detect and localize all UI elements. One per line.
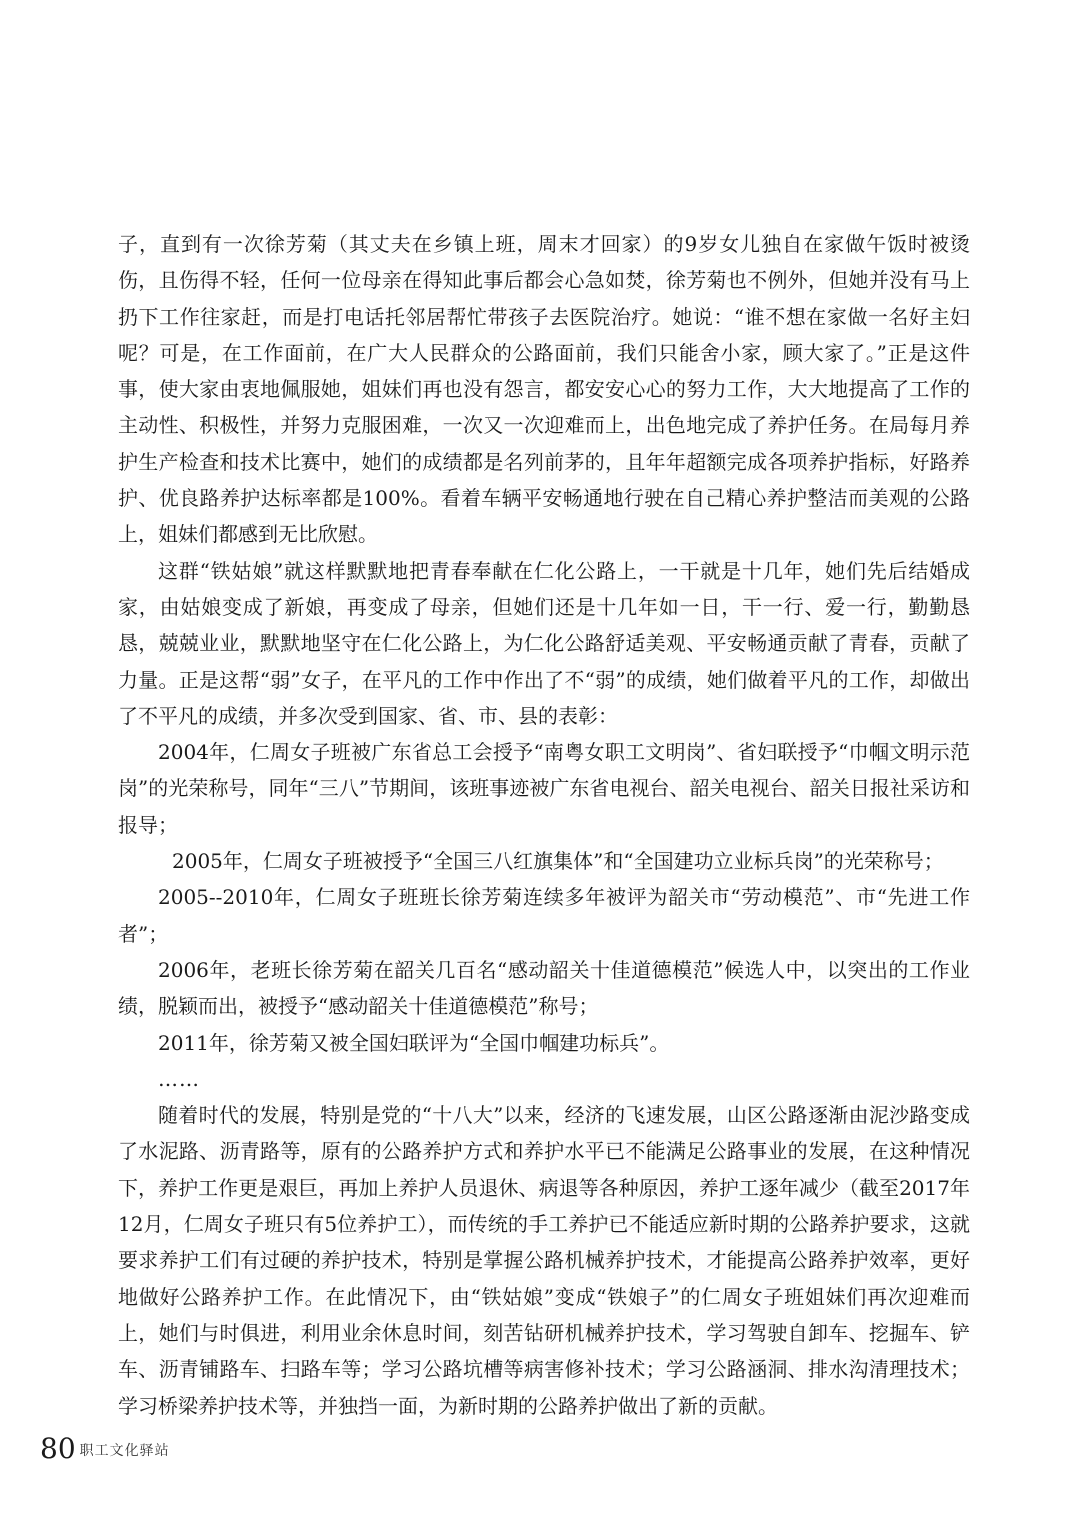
paragraph-new-era: 随着时代的发展，特别是党的“十八大”以来，经济的飞速发展，山区公路逐渐由泥沙路变成了水泥路、沥青路等，原有的公路养护方式和养护水平已不能满足公路事业的发展，在这种情况下，养护工作更是艰巨，再加上养护人员退休、病退等各种原因，养护工逐年减少（截至2017年12月，仁周女子班只有5位养护工），而传统的手工养护已不能适应新时期的公路养护要求，这就要求养护工们有过硬的养护技术，特别是掌握公路机械养护技术，才能提高公路养护效率，更好地做好公路养护工作。在此情况下，由“铁姑娘”变成“铁娘子”的仁周女子班姐妹们再次迎难而上，她们与时俱进，利用业余休息时间，刻苦钻研机械养护技术，学习驾驶自卸车、挖掘车、铲车、沥青铺路车、扫路车等；学习公路坑槽等病害修补技术；学习公路涵洞、排水沟清理技术；学习桥梁养护技术等，并独挡一面，为新时期的公路养护做出了新的贡献。 — [118, 1103, 970, 1418]
journal-name: 职工文化驿站 — [79, 1443, 170, 1459]
paragraph-award-2011: 2011年，徐芳菊又被全国妇联评为“全国巾帼建功标兵”。 — [158, 1030, 670, 1055]
ellipsis-line: …… — [158, 1066, 200, 1091]
paragraph-iron-girls: 这群“铁姑娘”就这样默默地把青春奉献在仁化公路上，一干就是十几年，她们先后结婚成家，由姑娘变成了新娘，再变成了母亲，但她们还是十几年如一日，干一行、爱一行，勤勤恳恳，兢兢业业，默默地坚守在仁化公路上，为仁化公路舒适美观、平安畅通贡献了青春，贡献了力量。正是这帮“弱”女子，在平凡的工作中作出了不“弱”的成绩，她们做着平凡的工作，却做出了不平凡的成绩，并多次受到国家、省、市、县的表彰： — [118, 558, 970, 728]
page-footer — [40, 1430, 170, 1464]
page-number: 80 — [40, 1432, 76, 1465]
paragraph-continuation: 子，直到有一次徐芳菊（其丈夫在乡镇上班，周末才回家）的9岁女儿独自在家做午饭时被烫伤，且伤得不轻，任何一位母亲在得知此事后都会心急如焚，徐芳菊也不例外，但她并没有马上扔下工作往家赶，而是打电话托邻居帮忙带孩子去医院治疗。她说：“谁不想在家做一名好主妇呢？可是，在工作面前，在广大人民群众的公路面前，我们只能舍小家，顾大家了。”正是这件事，使大家由衷地佩服她，姐妹们再也没有怨言，都安安心心的努力工作，大大地提高了工作的主动性、积极性，并努力克服困难，一次又一次迎难而上，出色地完成了养护任务。在局每月养护生产检查和技术比赛中，她们的成绩都是名列前茅的，且年年超额完成各项养护指标，好路养护、优良路养护达标率都是100%。看着车辆平安畅通地行驶在自己精心养护整洁而美观的公路上，姐妹们都感到无比欣慰。 — [118, 232, 970, 547]
paragraph-award-2004: 2004年，仁周女子班被广东省总工会授予“南粤女职工文明岗”、省妇联授予“巾帼文明示范岗”的光荣称号，同年“三八”节期间，该班事迹被广东省电视台、韶关电视台、韶关日报社采访和报导； — [118, 740, 970, 837]
article-body — [118, 226, 970, 1424]
paragraph-award-2005: 2005年，仁周女子班被授予“全国三八红旗集体”和“全国建功立业标兵岗”的光荣称号； — [172, 849, 944, 874]
paragraph-award-2006: 2006年，老班长徐芳菊在韶关几百名“感动韶关十佳道德模范”候选人中，以突出的工作业绩，脱颖而出，被授予“感动韶关十佳道德模范”称号； — [118, 957, 970, 1019]
paragraph-award-2005-2010: 2005--2010年，仁周女子班班长徐芳菊连续多年被评为韶关市“劳动模范”、市“先进工作者”； — [118, 885, 970, 946]
